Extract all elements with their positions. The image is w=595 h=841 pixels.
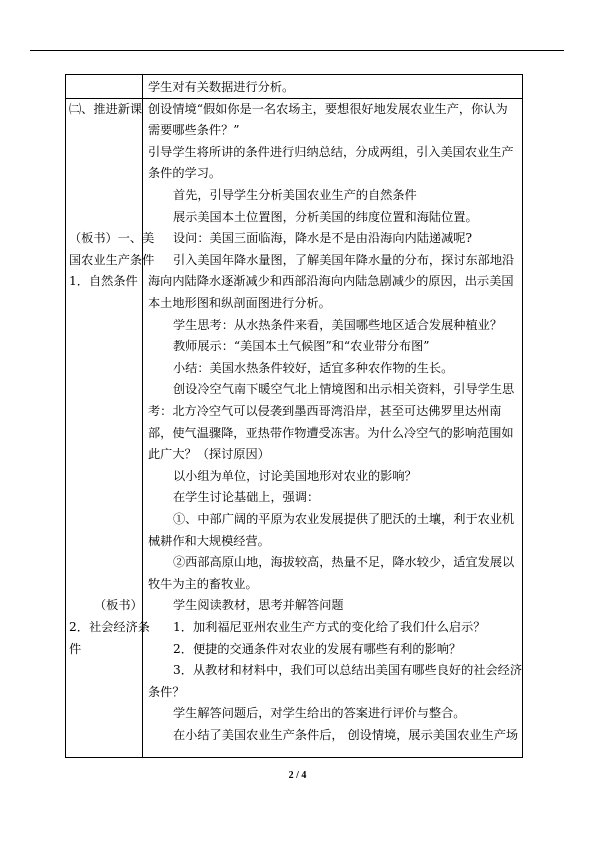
board-note-1c: 1．自然条件 [69,274,138,289]
text-line: 设问：美国三面临海，降水是不是由沿海向内陆递减呢? [173,231,473,246]
text-line: 学生阅读教材，思考并解答问题 [173,598,344,613]
text-line: 部，使气温骤降，亚热带作物遭受冻害。为什么冷空气的影响范围如 [148,425,514,440]
board-note-2a: （板书） [94,598,143,613]
text-line: 海向内陆降水逐渐减少和西部沿海向内陆急剧减少的原因，出示美国 [148,274,514,289]
text-line: 考：北方冷空气可以侵袭到墨西哥湾沿岸，甚至可达佛罗里达州南 [148,404,502,418]
board-note-1a: （板书）一、美 [69,231,155,246]
text-line: 学生解答问题后，对学生给出的答案进行评价与整合。 [173,706,466,721]
board-note-1b: 国农业生产条件 [69,252,155,267]
text-line: 首先，引导学生分析美国农业生产的自然条件 [173,188,417,202]
text-line: 条件？ [148,684,185,699]
text-line: 以小组为单位，讨论美国地形对农业的影响？ [173,468,417,483]
text-line: 1．加利福尼亚州农业生产方式的变化给了我们什么启示？ [173,620,486,634]
text-line: 本土地形图和纵剖面图进行分析。 [148,296,331,310]
row-divider [66,98,522,99]
text-line: 械耕作和大规模经营。 [148,533,270,548]
text-line: 此广大？（探讨原因） [148,447,270,462]
text-line: ②西部高原山地，海拔较高，热量不足，降水较少，适宜发展以 [173,555,515,570]
text-line: 创设情境“假如你是一名农场主，要想很好地发展农业生产，你认为 [148,101,508,116]
text-line: 教师展示：“美国本土气候图”和“农业带分布图” [173,339,430,354]
text-line: 引入美国年降水量图，了解美国年降水量的分布，探讨东部地沿 [173,252,515,267]
text-line: 学生对有关数据进行分析。 [148,80,295,94]
section-heading: ㈡、推进新课 [69,101,143,116]
text-line: 展示美国本土位置图，分析美国的纬度位置和海陆位置。 [173,209,478,224]
text-line: 需要哪些条件？” [148,123,240,138]
text-line: 学生思考：从水热条件来看，美国哪些地区适合发展种植业？ [173,317,503,332]
text-line: 引导学生将所讲的条件进行归纳总结，分成两组，引入美国农业生产 [148,144,514,159]
text-line: 2．便捷的交通条件对农业的发展有哪些有利的影响？ [173,641,462,656]
text-line: ①、中部广阔的平原为农业发展提供了肥沃的土壤，利于农业机 [173,512,515,526]
text-line: 在学生讨论基础上，强调： [173,490,320,505]
board-note-2c: 件 [69,641,82,656]
text-line: 创设冷空气南下暖空气北上情境图和出示相关资料，引导学生思 [173,382,515,397]
board-note-2b: 2．社会经济条 [69,620,150,634]
page-number: 2 / 4 [288,770,307,781]
text-line: 条件的学习。 [148,166,222,181]
column-divider [142,75,143,757]
header-rule [30,50,564,51]
text-line: 3．从教材和材料中，我们可以总结出美国有哪些良好的社会经济 [173,663,523,678]
text-line: 牧牛为主的畜牧业。 [148,576,258,591]
text-line: 小结：美国水热条件较好，适宜多种农作物的生长。 [173,360,454,375]
text-line: 在小结了美国农业生产条件后， 创设情境，展示美国农业生产场 [173,728,519,742]
